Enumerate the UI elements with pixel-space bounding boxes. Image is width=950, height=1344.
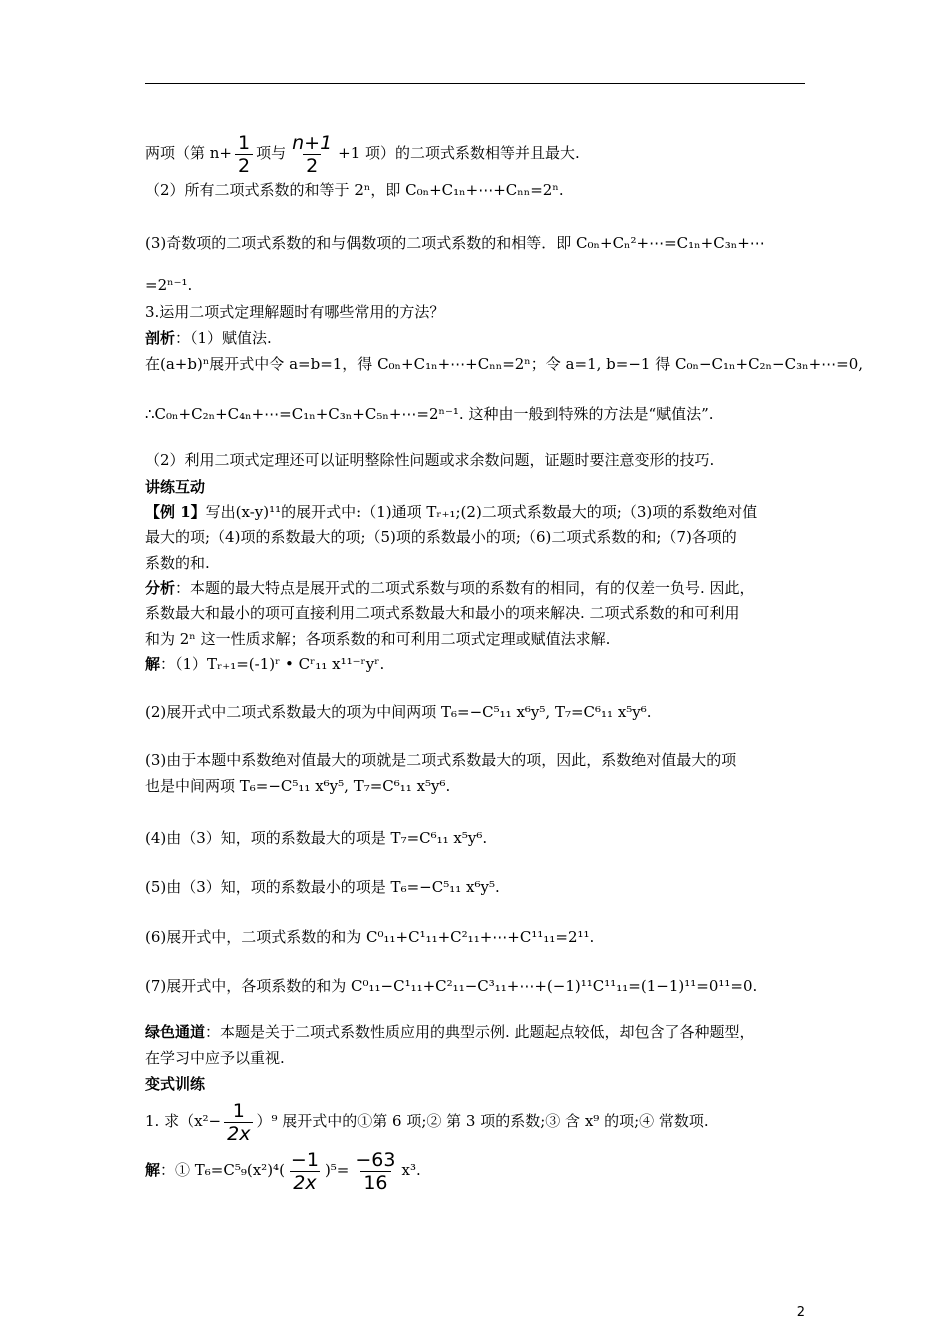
text-line-1 [145, 130, 810, 177]
text-line-2: （2）所有二项式系数的和等于 2ⁿ，即 C₀ₙ+C₁ₙ+⋯+Cₙₙ=2ⁿ. [145, 181, 564, 199]
text-line-12: 最大的项;（4)项的系数最大的项;（5)项的系数最小的项;（6)二项式系数的和;（7)各项的 [145, 528, 737, 546]
header-rule [145, 83, 805, 84]
line-text: ：（1）Tᵣ₊₁=(-1)ʳ • Cʳ₁₁ x¹¹⁻ʳyʳ. [160, 655, 385, 673]
fraction-n-plus-1-over-2 [289, 132, 335, 177]
text-line-5: 3.运用二项式定理解题时有哪些常用的方法？ [145, 303, 445, 321]
fraction-neg63-over-16 [352, 1149, 398, 1194]
text-line-6 [145, 328, 810, 348]
text-line-17 [145, 654, 810, 674]
text-line-29 [145, 1146, 810, 1194]
fraction-denominator: 16 [360, 1171, 390, 1194]
fraction-numerator: −1 [290, 1148, 319, 1171]
fraction-numerator: −63 [355, 1148, 396, 1171]
text-line-9: （2）利用二项式定理还可以证明整除性问题或求余数问题，证题时要注意变形的技巧. [145, 451, 715, 469]
label-bold: 剖析 [145, 329, 176, 347]
line-text: x³. [401, 1161, 421, 1179]
line-text: 1. 求（x²− [145, 1112, 222, 1130]
line-text: )⁵= [324, 1161, 350, 1179]
line-text: 写出(x-y)¹¹的展开式中:（1)通项 Tᵣ₊₁;(2)二项式系数最大的项;（3)项的系数绝对值 [205, 503, 758, 521]
text-line-20: 也是中间两项 T₆=−C⁵₁₁ x⁶y⁵, T₇=C⁶₁₁ x⁵y⁶. [145, 777, 451, 795]
text-line-15: 系数最大和最小的项可直接利用二项式系数最大和最小的项来解决. 二项式系数的和可利用 [145, 604, 740, 622]
fraction-numerator: n+1 [292, 131, 333, 154]
fraction-1-over-2x [224, 1100, 253, 1145]
label-bold: 【例 1】 [145, 503, 206, 521]
line-text: 项与 [256, 144, 287, 162]
line-text: +1 项）的二项式系数相等并且最大. [338, 144, 580, 162]
line-text: ：本题是关于二项式系数性质应用的典型示例. 此题起点较低，却包含了各种题型， [205, 1023, 755, 1041]
line-text: ：① T₆=C⁵₉(x²)⁴( [160, 1161, 285, 1179]
fraction-numerator: 1 [238, 131, 251, 154]
fraction-denominator: 2x [224, 1122, 253, 1145]
line-text: 两项（第 n+ [145, 144, 232, 162]
fraction-numerator: 1 [232, 1099, 245, 1122]
text-line-11 [145, 502, 810, 522]
text-line-23: (6)展开式中，二项式系数的和为 C⁰₁₁+C¹₁₁+C²₁₁+⋯+C¹¹₁₁=2¹¹. [145, 928, 595, 946]
label-bold: 解 [145, 655, 161, 673]
fraction-denominator: 2 [235, 154, 253, 177]
text-line-24: (7)展开式中，各项系数的和为 C⁰₁₁−C¹₁₁+C²₁₁−C³₁₁+⋯+(−1)¹¹C¹¹₁₁=(1−1)¹¹=0¹¹=0. [145, 977, 758, 995]
section-heading: 变式训练 [145, 1075, 206, 1093]
text-line-19: (3)由于本题中系数绝对值最大的项就是二项式系数最大的项，因此，系数绝对值最大的项 [145, 751, 737, 769]
text-line-14 [145, 578, 810, 598]
text-line-3: (3)奇数项的二项式系数的和与偶数项的二项式系数的和相等．即 C₀ₙ+Cₙ²+⋯=C₁ₙ+C₃ₙ+⋯ [145, 234, 765, 252]
text-line-8: ∴C₀ₙ+C₂ₙ+C₄ₙ+⋯=C₁ₙ+C₃ₙ+C₅ₙ+⋯=2ⁿ⁻¹. 这种由一般到特殊的方法是“赋值法”. [145, 405, 714, 423]
line-text: ：本题的最大特点是展开式的二项式系数与项的系数有的相同，有的仅差一负号. 因此， [175, 579, 755, 597]
text-line-13: 系数的和. [145, 554, 210, 572]
text-line-7: 在(a+b)ⁿ展开式中令 a=b=1，得 C₀ₙ+C₁ₙ+⋯+Cₙₙ=2ⁿ；令 a=1, b=−1 得 C₀ₙ−C₁ₙ+C₂ₙ−C₃ₙ+⋯=0, [145, 355, 864, 373]
line-text: ）⁹ 展开式中的①第 6 项;② 第 3 项的系数;③ 含 x⁹ 的项;④ 常数项. [256, 1112, 709, 1130]
section-heading: 讲练互动 [145, 478, 206, 496]
label-bold: 解 [145, 1161, 161, 1179]
text-line-22: (5)由（3）知，项的系数最小的项是 T₆=−C⁵₁₁ x⁶y⁵. [145, 878, 500, 896]
text-line-28 [145, 1097, 810, 1145]
fraction-denominator: 2 [303, 154, 321, 177]
page-number: 2 [796, 1305, 805, 1320]
text-line-21: (4)由（3）知，项的系数最大的项是 T₇=C⁶₁₁ x⁵y⁶. [145, 829, 488, 847]
text-line-4: =2ⁿ⁻¹. [145, 276, 193, 294]
fraction-neg1-over-2x [288, 1149, 322, 1194]
fraction-half [235, 132, 253, 177]
label-bold: 绿色通道 [145, 1023, 206, 1041]
fraction-denominator: 2x [290, 1171, 319, 1194]
text-line-25 [145, 1022, 810, 1042]
line-text: ：（1）赋值法. [175, 329, 272, 347]
label-bold: 分析 [145, 579, 176, 597]
text-line-16: 和为 2ⁿ 这一性质求解；各项系数的和可利用二项式定理或赋值法求解. [145, 630, 611, 648]
text-line-18: (2)展开式中二项式系数最大的项为中间两项 T₆=−C⁵₁₁ x⁶y⁵, T₇=C⁶₁₁ x⁵y⁶. [145, 703, 652, 721]
text-line-26: 在学习中应予以重视. [145, 1049, 285, 1067]
